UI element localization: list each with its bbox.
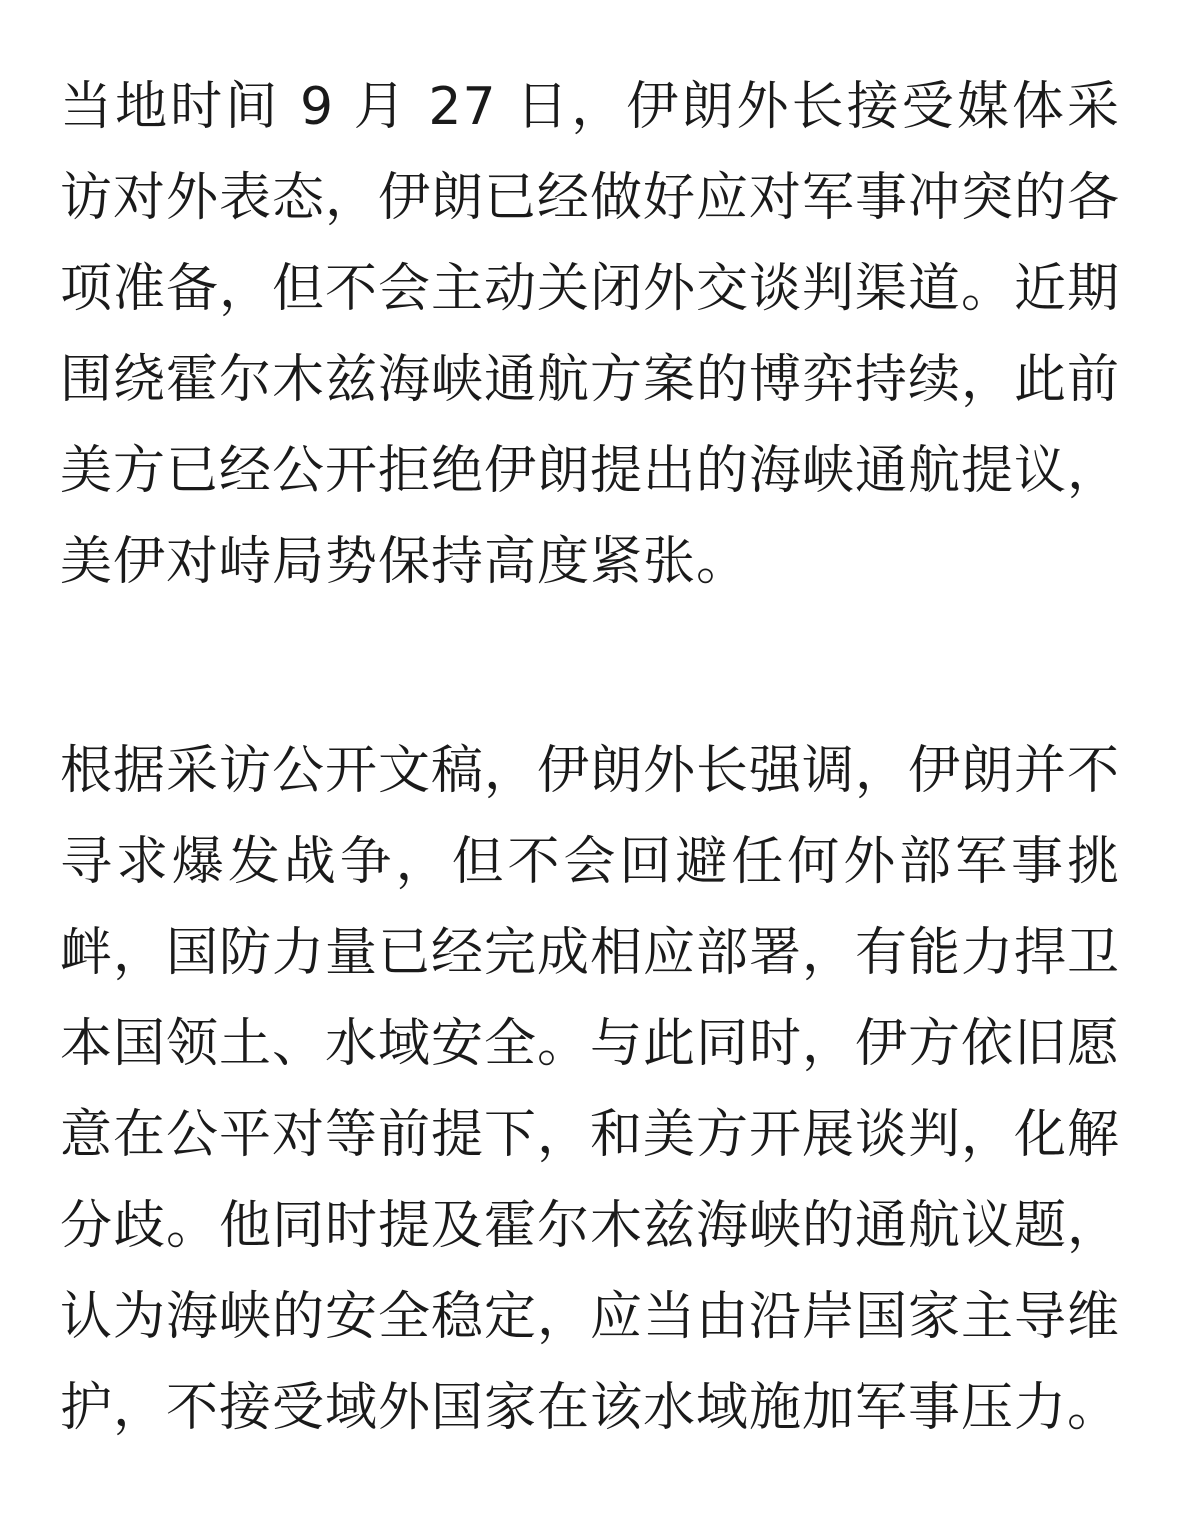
article-body: [60, 62, 1120, 1454]
article-paragraph-2: 根据采访公开文稿，伊朗外长强调，伊朗并不寻求爆发战争，但不会回避任何外部军事挑衅，国防力量已经完成相应部署，有能力捍卫本国领土、水域安全。与此同时，伊方依旧愿意在公平对等前提下，和美方开展谈判，化解分歧。他同时提及霍尔木兹海峡的通航议题，认为海峡的安全稳定，应当由沿岸国家主导维护，不接受域外国家在该水域施加军事压力。: [60, 741, 1121, 1438]
article-paragraph-1: 当地时间 9 月 27 日，伊朗外长接受媒体采访对外表态，伊朗已经做好应对军事冲突的各项准备，但不会主动关闭外交谈判渠道。近期围绕霍尔木兹海峡通航方案的博弈持续，此前美方已经公开拒绝伊朗提出的海峡通航提议，美伊对峙局势保持高度紧张。: [60, 77, 1121, 592]
